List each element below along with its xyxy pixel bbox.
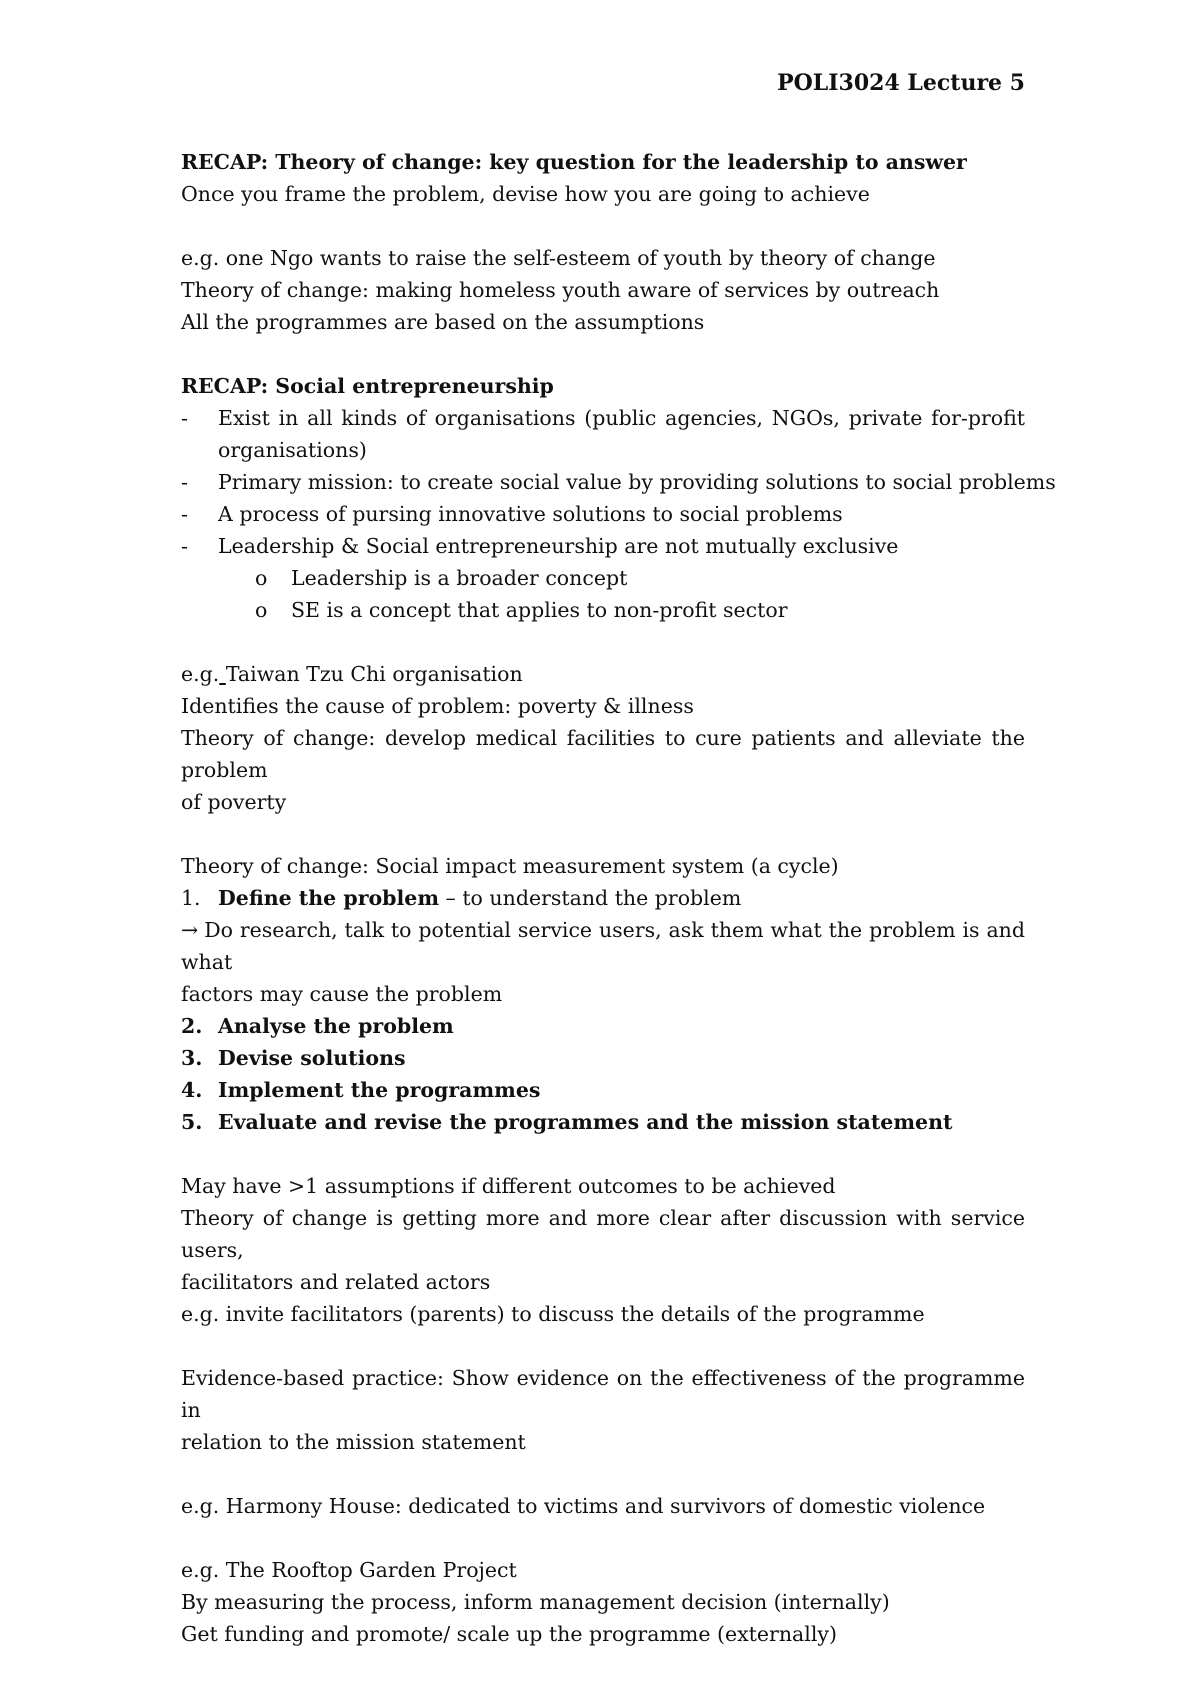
sub-bullet-text: SE is a concept that applies to non-profit sector xyxy=(291,598,788,622)
document-body xyxy=(181,146,1056,1650)
blank-line xyxy=(181,1458,1025,1490)
sub-bullet-text: Leadership is a broader concept xyxy=(291,566,628,590)
blank-line xyxy=(181,338,1025,370)
paragraph-line: Theory of change is getting more and more clear after discussion with service users, xyxy=(181,1206,1025,1262)
blank-line xyxy=(181,626,1025,658)
example-prefix: e.g. xyxy=(181,662,220,686)
example-line: e.g. Harmony House: dedicated to victims and survivors of domestic violence xyxy=(181,1494,986,1518)
document-header: POLI3024 Lecture 5 xyxy=(777,70,1025,96)
arrow-text: Do research, talk to potential service users, ask them what the problem is and what xyxy=(181,918,1025,974)
sub-bullet-item xyxy=(181,562,1025,594)
paragraph-line: Theory of change: develop medical facilities to cure patients and alleviate the problem xyxy=(181,726,1025,782)
blank-line xyxy=(181,1330,1025,1362)
paragraph-line: Theory of change: Social impact measurement system (a cycle) xyxy=(181,854,839,878)
bullet-text: Exist in all kinds of organisations (public agencies, NGOs, private for-profit xyxy=(218,406,1025,430)
dash-marker: - xyxy=(181,534,188,558)
bullet-text-continued: organisations) xyxy=(218,438,367,462)
numbered-text: Evaluate and revise the programmes and the mission statement xyxy=(218,1110,953,1134)
numbered-item xyxy=(181,1106,1025,1138)
example-name: Taiwan Tzu Chi organisation xyxy=(225,662,523,686)
numbered-item xyxy=(181,1074,1025,1106)
paragraph-line: Once you frame the problem, devise how you are going to achieve xyxy=(181,182,870,206)
numbered-text xyxy=(218,882,1025,914)
paragraph-line: of poverty xyxy=(181,790,287,814)
blank-line xyxy=(181,1138,1025,1170)
bullet-item xyxy=(181,498,1025,530)
section-heading-theory-of-change: RECAP: Theory of change: key question for the leadership to answer xyxy=(181,150,967,174)
paragraph-line: Evidence-based practice: Show evidence on the effectiveness of the programme in xyxy=(181,1366,1025,1422)
arrow-line xyxy=(181,914,1025,978)
dash-marker: - xyxy=(181,470,188,494)
bullet-item xyxy=(181,466,1056,498)
example-line: e.g. one Ngo wants to raise the self-esteem of youth by theory of change xyxy=(181,246,936,270)
blank-line xyxy=(181,818,1025,850)
paragraph-line: Identifies the cause of problem: poverty & illness xyxy=(181,694,694,718)
step-description: – to understand the problem xyxy=(439,886,742,910)
example-line: e.g. invite facilitators (parents) to discuss the details of the programme xyxy=(181,1302,925,1326)
number-marker: 3. xyxy=(181,1046,203,1070)
bullet-item xyxy=(181,530,1025,562)
bullet-text: Leadership & Social entrepreneurship are not mutually exclusive xyxy=(218,534,899,558)
bullet-text: A process of pursing innovative solutions to social problems xyxy=(218,502,843,526)
numbered-text: Analyse the problem xyxy=(218,1014,454,1038)
circle-marker: o xyxy=(255,566,268,590)
blank-line xyxy=(181,1522,1025,1554)
number-marker: 5. xyxy=(181,1110,203,1134)
paragraph-line: By measuring the process, inform management decision (internally) xyxy=(181,1590,890,1614)
numbered-item xyxy=(181,1042,1025,1074)
right-arrow-icon: → xyxy=(181,918,199,942)
paragraph-line: All the programmes are based on the assumptions xyxy=(181,310,705,334)
paragraph-line: May have >1 assumptions if different outcomes to be achieved xyxy=(181,1174,836,1198)
bullet-text: Primary mission: to create social value by providing solutions to social problems xyxy=(218,470,1056,494)
paragraph-line: facilitators and related actors xyxy=(181,1270,491,1294)
numbered-item xyxy=(181,1010,1025,1042)
paragraph-line: Get funding and promote/ scale up the programme (externally) xyxy=(181,1622,837,1646)
sub-bullet-item xyxy=(181,594,1025,626)
dash-marker: - xyxy=(181,502,188,526)
paragraph-line: Theory of change: making homeless youth aware of services by outreach xyxy=(181,278,940,302)
paragraph-line: relation to the mission statement xyxy=(181,1430,526,1454)
dash-marker: - xyxy=(181,406,188,430)
number-marker: 1. xyxy=(181,886,201,910)
step-title: Define the problem xyxy=(218,886,440,910)
blank-line xyxy=(181,210,1025,242)
numbered-text: Implement the programmes xyxy=(218,1078,541,1102)
numbered-text: Devise solutions xyxy=(218,1046,406,1070)
example-line xyxy=(181,658,1025,690)
example-line: e.g. The Rooftop Garden Project xyxy=(181,1558,517,1582)
number-marker: 2. xyxy=(181,1014,203,1038)
number-marker: 4. xyxy=(181,1078,203,1102)
circle-marker: o xyxy=(255,598,268,622)
numbered-item xyxy=(181,882,1025,914)
section-heading-social-entrepreneurship: RECAP: Social entrepreneurship xyxy=(181,374,554,398)
paragraph-line: factors may cause the problem xyxy=(181,982,503,1006)
bullet-item xyxy=(181,402,1025,434)
